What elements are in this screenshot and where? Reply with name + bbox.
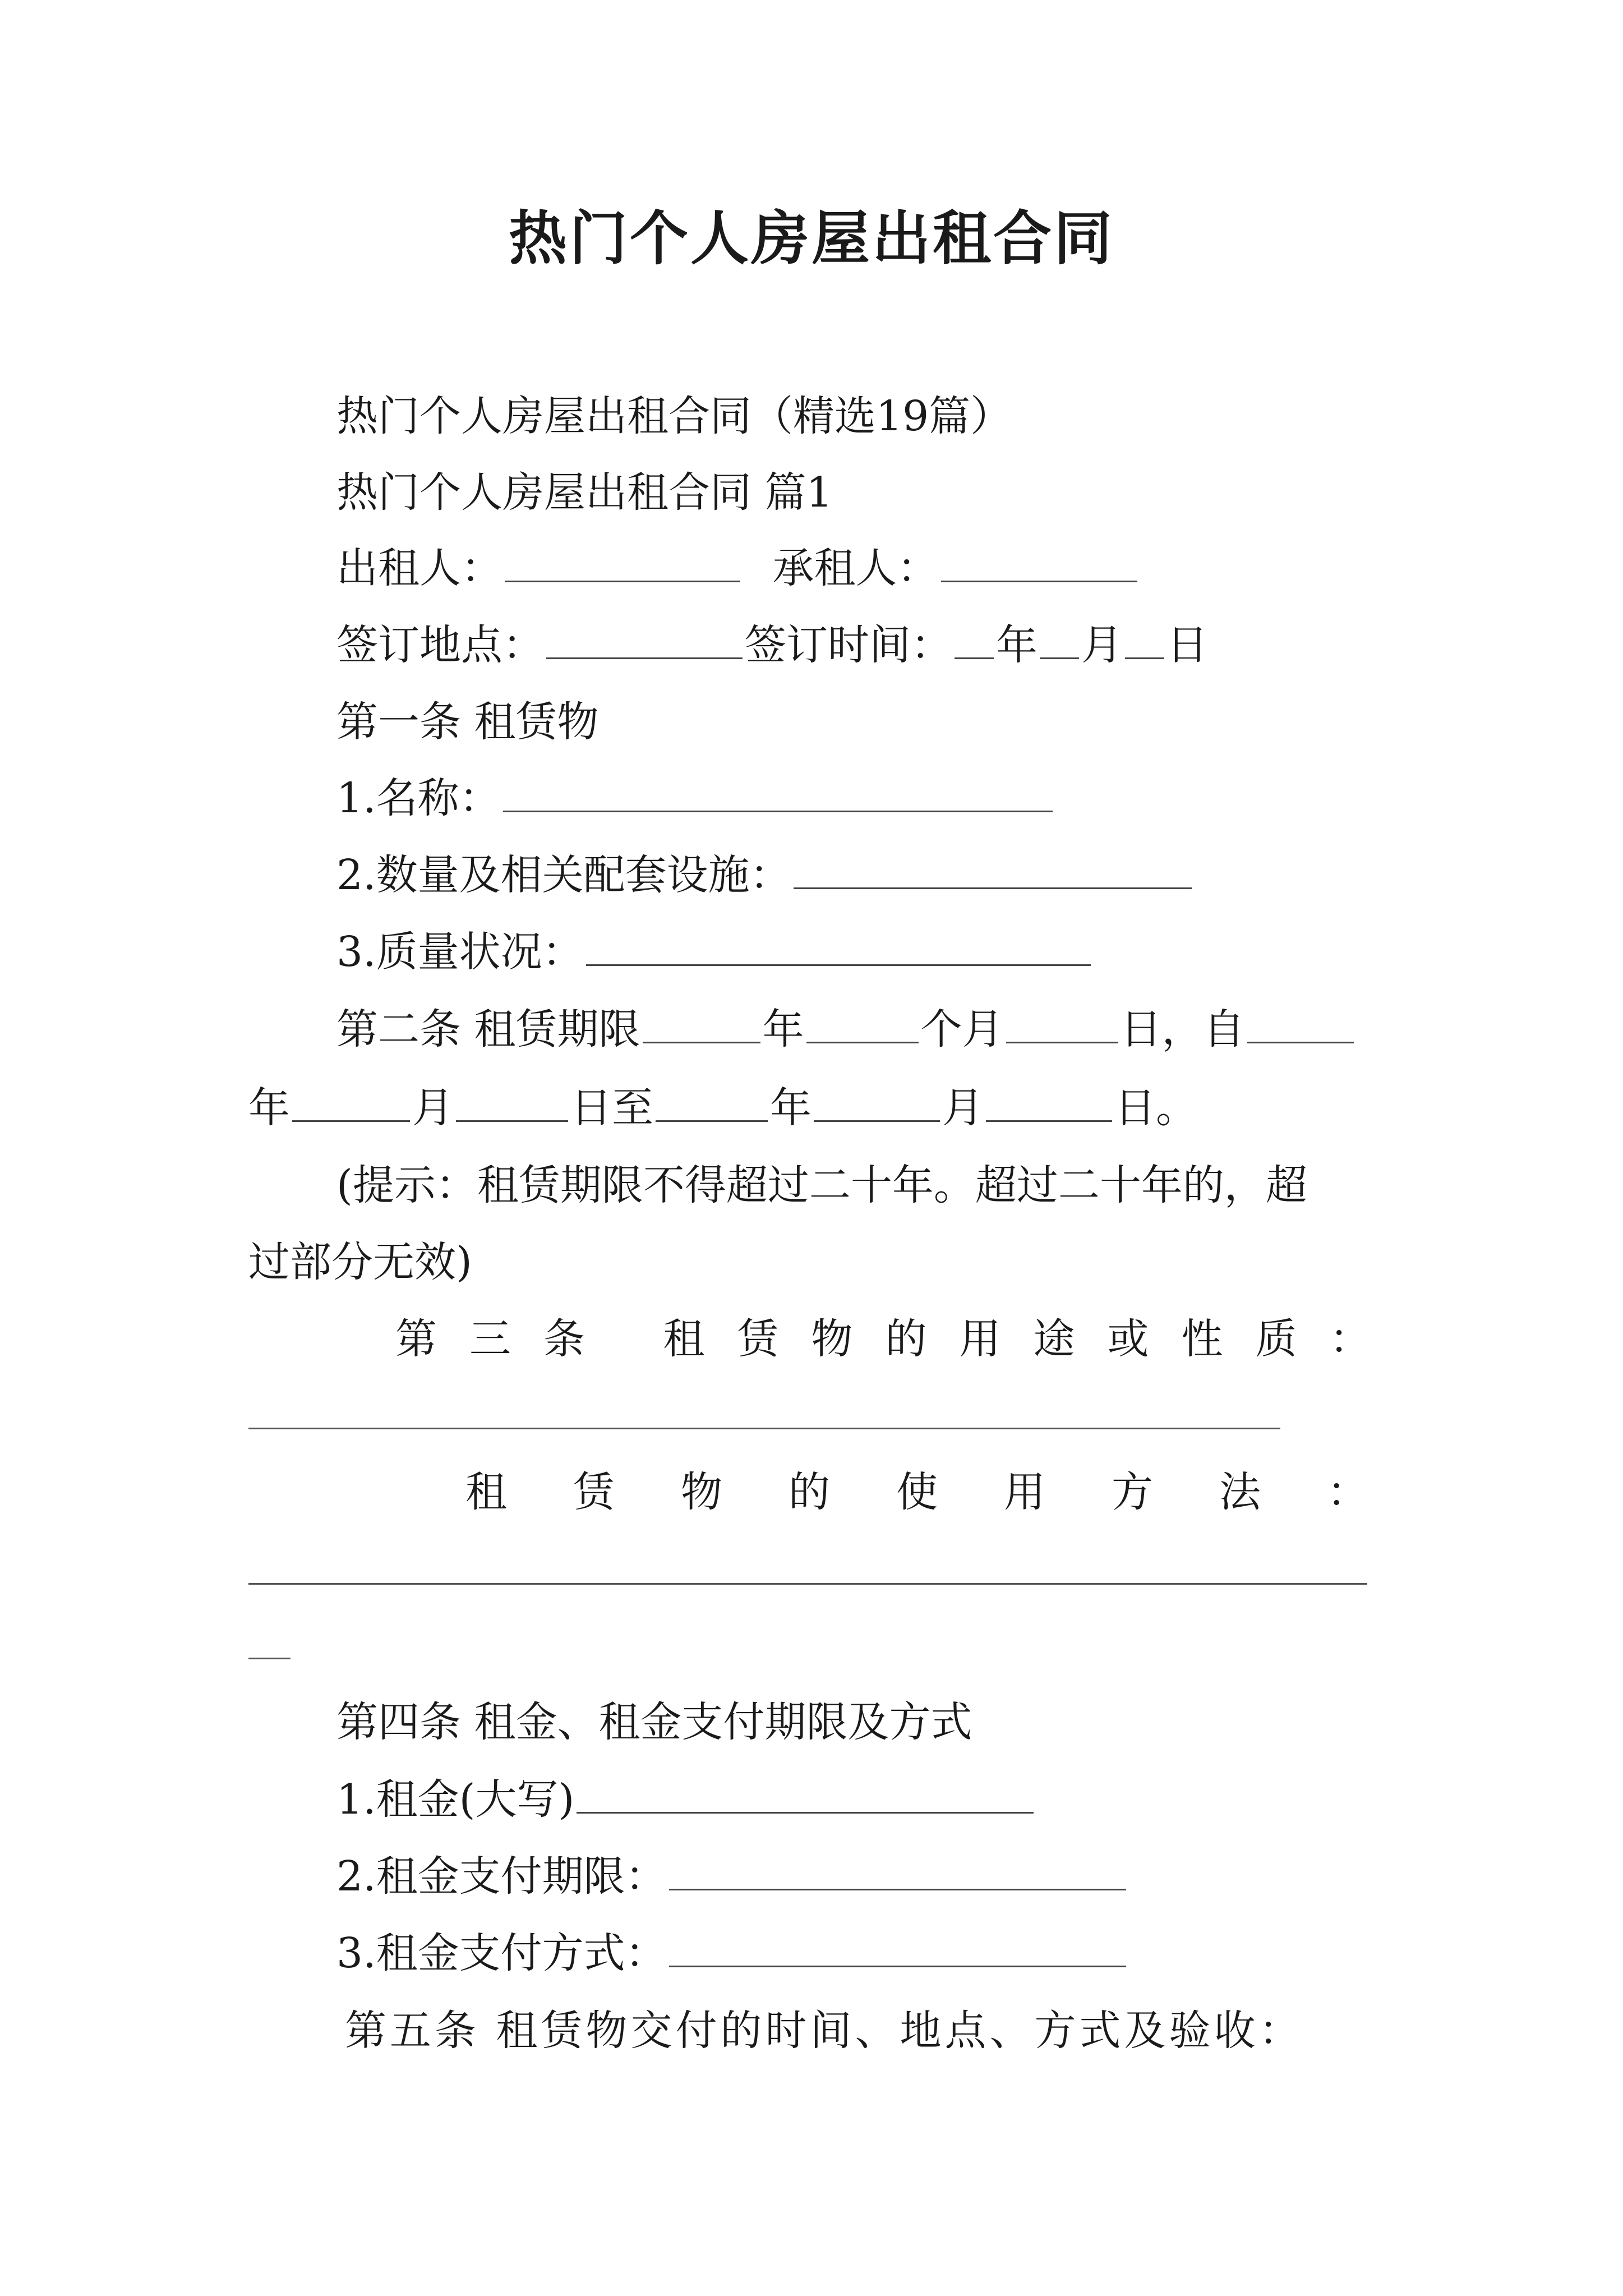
to-day-blank[interactable]	[986, 1085, 1112, 1122]
rent-method-line: 3.租金支付方式：	[336, 1925, 1128, 1981]
from-day-blank[interactable]	[456, 1085, 568, 1122]
place-blank[interactable]	[546, 623, 743, 659]
article-2-line-cont: 年 月 日至 年 月 日。	[248, 1084, 1197, 1132]
section-heading: 热门个人房屋出租合同 篇1	[336, 468, 833, 517]
quality-blank[interactable]	[586, 930, 1091, 966]
lessee-blank[interactable]	[941, 546, 1137, 582]
term-years-blank[interactable]	[643, 1007, 760, 1043]
article-2-line: 第二条 租赁期限 年 个月 日，自	[336, 1001, 1356, 1057]
year-blank[interactable]	[955, 623, 994, 659]
article-4-heading: 第四条 租金、租金支付期限及方式	[336, 1698, 972, 1746]
signing-line: 签订地点： 签订时间： 年 月 日	[336, 621, 1208, 669]
rent-amount-blank[interactable]	[577, 1777, 1034, 1814]
rent-period-blank[interactable]	[669, 1854, 1126, 1890]
item-name-line: 1.名称：	[336, 770, 1055, 826]
month-blank[interactable]	[1040, 623, 1079, 659]
term-months-blank[interactable]	[806, 1007, 919, 1043]
usage-blank[interactable]	[248, 1583, 1367, 1585]
lessor-blank[interactable]	[505, 546, 740, 582]
item-quality-line: 3.质量状况：	[336, 924, 1093, 980]
rent-amount-line: 1.租金(大写)	[336, 1772, 1036, 1828]
article-1-heading: 第一条 租赁物	[336, 698, 599, 746]
name-blank[interactable]	[503, 776, 1053, 812]
hint-line: (提示：租赁期限不得超过二十年。超过二十年的，超	[336, 1161, 1307, 1209]
document-title: 热门个人房屋出租合同	[508, 204, 1114, 273]
day-blank[interactable]	[1125, 623, 1164, 659]
rent-method-blank[interactable]	[669, 1931, 1126, 1967]
article-3-heading: 第三条 租赁物的用途或性质：	[395, 1315, 1404, 1363]
usage-method-heading: 租赁物的使用方法：	[465, 1468, 1435, 1516]
parties-line: 出租人： 承租人：	[336, 540, 1140, 596]
usage-blank-cont[interactable]	[248, 1658, 291, 1659]
item-quantity-line: 2.数量及相关配套设施：	[336, 847, 1194, 903]
to-month-blank[interactable]	[814, 1085, 940, 1122]
article-5-heading: 第五条 租赁物交付的时间、地点、方式及验收：	[345, 2007, 1304, 2055]
to-year-blank[interactable]	[656, 1085, 768, 1122]
rent-period-line: 2.租金支付期限：	[336, 1848, 1128, 1904]
hint-line-cont: 过部分无效)	[248, 1238, 472, 1286]
term-days-blank[interactable]	[1006, 1007, 1118, 1043]
subtitle-line: 热门个人房屋出租合同（精选19篇）	[336, 392, 1012, 440]
from-year-blank[interactable]	[1247, 1007, 1354, 1043]
quantity-blank[interactable]	[794, 853, 1192, 889]
purpose-blank[interactable]	[248, 1428, 1280, 1429]
from-month-blank[interactable]	[292, 1085, 410, 1122]
